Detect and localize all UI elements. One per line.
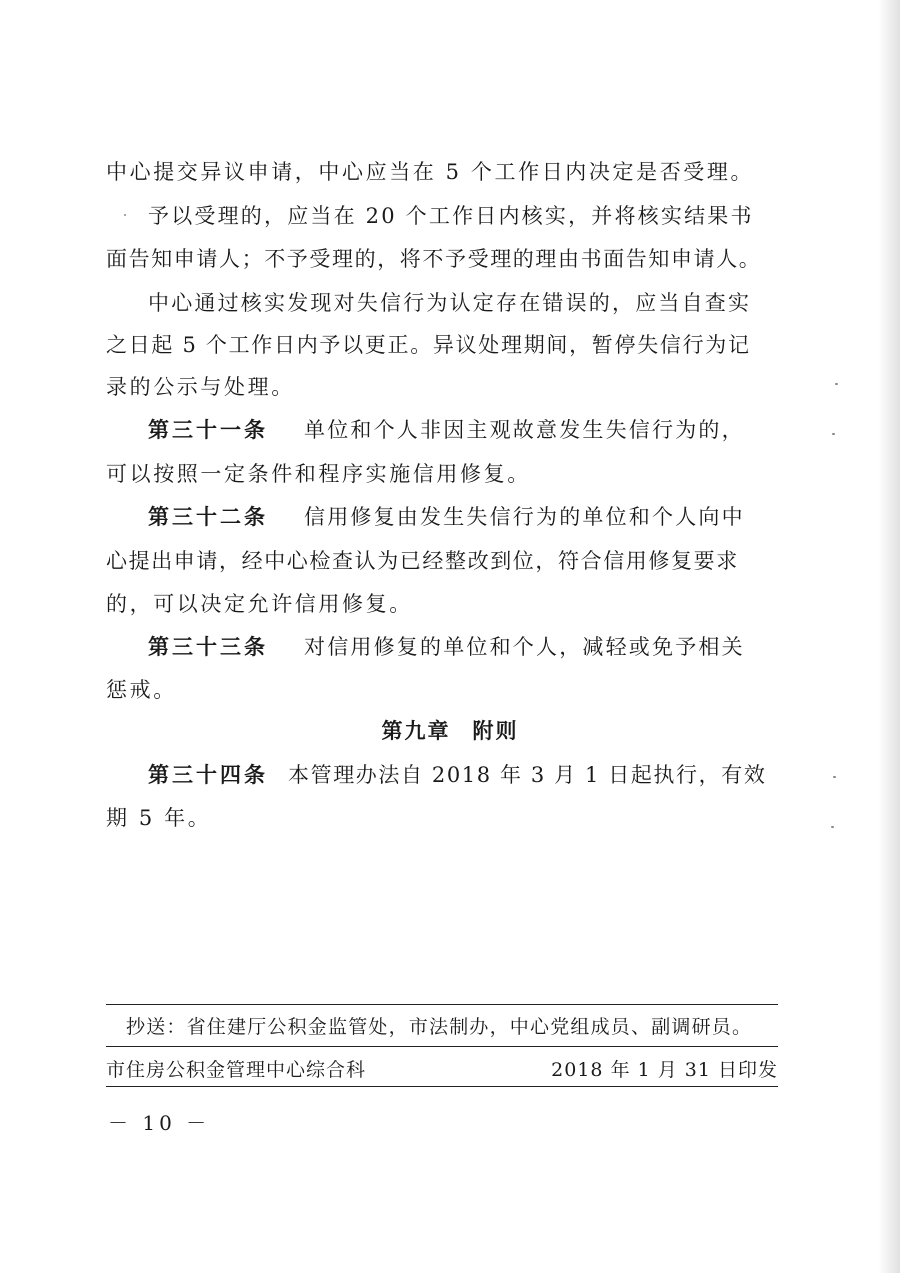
page-number: － 10 －	[108, 1111, 211, 1135]
scan-speck	[832, 433, 835, 435]
scan-speck	[833, 776, 836, 778]
issue-date: 2018 年 1 月 31 日印发	[551, 1059, 778, 1081]
scan-edge-shadow	[878, 0, 900, 1273]
article-text: 信用修复由发生失信行为的单位和个人向中	[304, 505, 745, 529]
cc-line: 抄送：省住建厅公积金监管处，市法制办，中心党组成员、副调研员。	[126, 1016, 753, 1038]
article-text: 对信用修复的单位和个人，减轻或免予相关	[304, 635, 745, 659]
scan-speck	[831, 826, 834, 828]
chapter-heading	[0, 716, 900, 746]
article-title: 第三十四条	[148, 762, 268, 787]
article-text: 本管理办法自 2018 年 3 月 1 日起执行，有效	[288, 763, 767, 787]
article-32	[148, 502, 828, 532]
article-line: 惩戒。	[106, 678, 177, 702]
scan-speck	[124, 214, 126, 216]
article-33	[148, 632, 828, 662]
paragraph-line: 中心提交异议申请，中心应当在 5 个工作日内决定是否受理。	[106, 160, 755, 184]
article-text: 单位和个人非因主观故意发生失信行为的，	[304, 418, 745, 442]
paragraph-line: 之日起 5 个工作日内予以更正。异议处理期间，暂停失信行为记	[106, 333, 751, 357]
article-title: 第三十二条	[148, 504, 268, 529]
article-title: 第三十三条	[148, 634, 268, 659]
paragraph-line: 面告知申请人；不予受理的，将不予受理的理由书面告知申请人。	[106, 247, 762, 271]
article-line: 可以按照一定条件和程序实施信用修复。	[106, 462, 531, 486]
article-31	[148, 415, 828, 445]
article-line: 的，可以决定允许信用修复。	[106, 592, 413, 616]
footer-top-rule	[106, 1004, 778, 1005]
paragraph-line: 予以受理的，应当在 20 个工作日内核实，并将核实结果书	[148, 204, 754, 228]
chapter-number: 第九章	[381, 718, 451, 743]
footer-middle-rule	[106, 1046, 778, 1047]
paragraph-line: 录的公示与处理。	[106, 375, 295, 399]
chapter-name: 附则	[472, 718, 519, 743]
footer-bottom-rule	[106, 1086, 778, 1087]
article-title: 第三十一条	[148, 417, 268, 442]
issuer: 市住房公积金管理中心综合科	[106, 1059, 367, 1081]
article-line: 心提出申请，经中心检查认为已经整改到位，符合信用修复要求	[106, 549, 739, 573]
paragraph-line: 中心通过核实发现对失信行为认定存在错误的，应当自查实	[148, 291, 752, 315]
scan-speck	[835, 383, 838, 385]
article-line: 期 5 年。	[106, 806, 212, 830]
article-34	[148, 760, 828, 790]
